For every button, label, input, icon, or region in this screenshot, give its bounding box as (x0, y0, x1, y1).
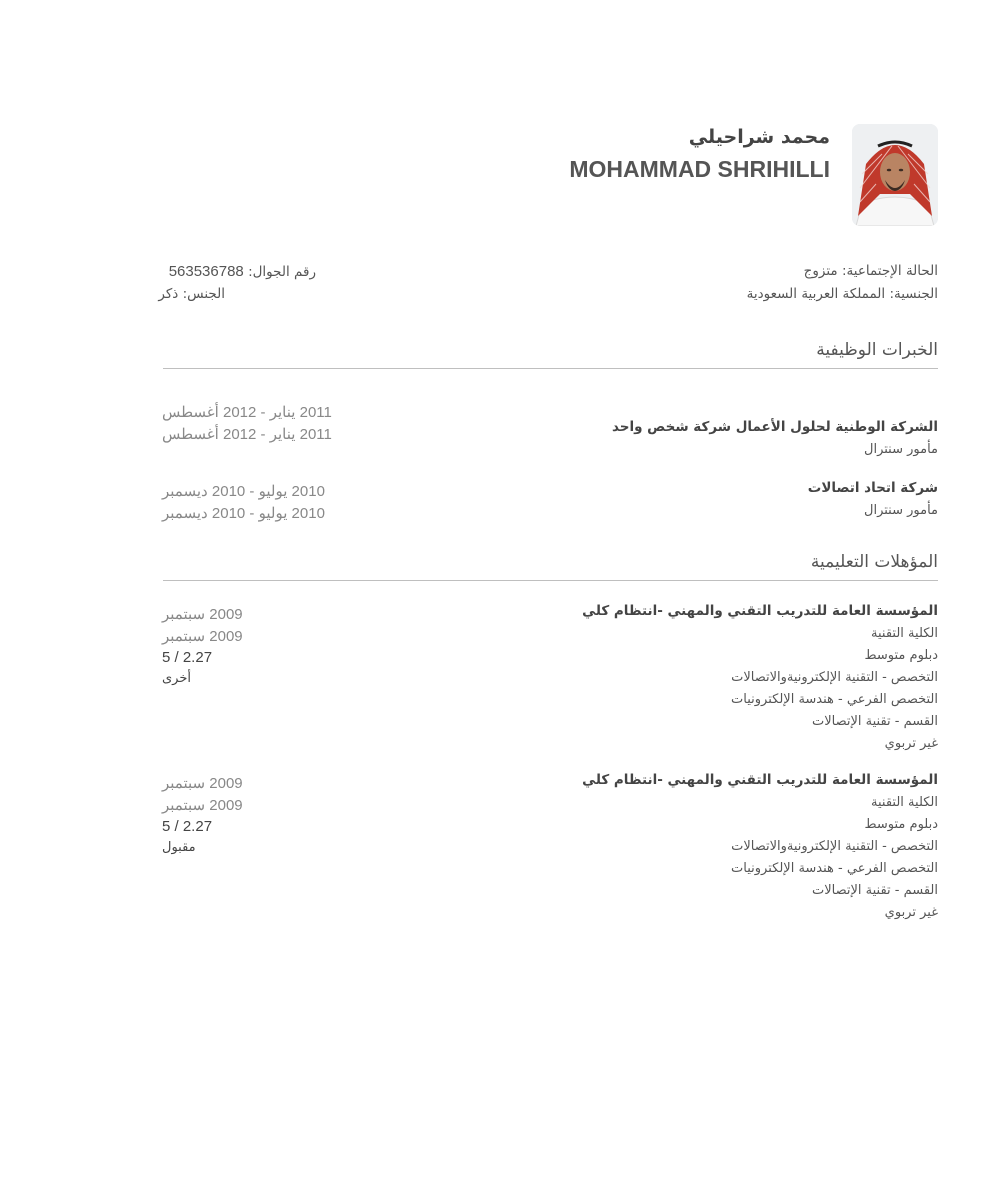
education-major: التخصص - التقنية الإلكترونيةوالاتصالات (731, 670, 938, 685)
education-sub-major: التخصص الفرعي - هندسة الإلكترونيات (731, 861, 938, 876)
education-date: 2009 سبتمبر (162, 628, 243, 645)
experience-date: 2010 يوليو - 2010 ديسمبر (162, 483, 325, 500)
nationality (747, 286, 938, 302)
name-arabic: محمد شراحيلي (688, 126, 830, 148)
education-grade: 5 / 2.27 (162, 649, 213, 666)
education-type: غير تربوي (884, 905, 938, 920)
education-degree: دبلوم متوسط (864, 648, 938, 663)
experience-date: 2010 يوليو - 2010 ديسمبر (162, 505, 325, 522)
name-english: MOHAMMAD SHRIHILLI (569, 156, 830, 182)
mobile-label: رقم الجوال: (248, 264, 316, 280)
education-divider (163, 580, 938, 581)
education-title: المؤهلات التعليمية (810, 552, 938, 572)
profile-photo (852, 124, 938, 226)
experience-divider (163, 368, 938, 369)
experience-date: 2011 يناير - 2012 أغسطس (162, 426, 332, 443)
education-college: الكلية التقنية (871, 626, 938, 641)
education-degree: دبلوم متوسط (864, 817, 938, 832)
education-rating: أخرى (162, 671, 191, 686)
mobile-value: 563536788 (168, 263, 244, 280)
experience-company: الشركة الوطنية لحلول الأعمال شركة شخص واحد (611, 419, 938, 435)
education-college: الكلية التقنية (871, 795, 938, 810)
experience-title: الخبرات الوظيفية (816, 340, 938, 360)
nationality-value: المملكة العربية السعودية (746, 286, 886, 302)
education-institution: المؤسسة العامة للتدريب التقني والمهني -انتظام كلي (582, 772, 938, 788)
nationality-label: الجنسية: (889, 286, 938, 302)
marital-status-value: متزوج (803, 263, 838, 279)
gender (158, 286, 225, 302)
experience-date: 2011 يناير - 2012 أغسطس (162, 404, 332, 421)
education-institution: المؤسسة العامة للتدريب التقني والمهني -انتظام كلي (582, 603, 938, 619)
education-date: 2009 سبتمبر (162, 606, 243, 623)
experience-position: مأمور سنترال (864, 442, 938, 457)
experience-company: شركة اتحاد اتصالات (807, 480, 938, 496)
education-type: غير تربوي (884, 736, 938, 751)
experience-position: مأمور سنترال (864, 503, 938, 518)
education-department: القسم - تقنية الإتصالات (811, 883, 938, 898)
mobile-number (169, 263, 316, 280)
gender-value: ذكر (158, 286, 179, 302)
marital-status (804, 263, 938, 279)
education-rating: مقبول (162, 840, 196, 855)
education-sub-major: التخصص الفرعي - هندسة الإلكترونيات (731, 692, 938, 707)
education-department: القسم - تقنية الإتصالات (811, 714, 938, 729)
education-date: 2009 سبتمبر (162, 797, 243, 814)
education-grade: 5 / 2.27 (162, 818, 213, 835)
education-major: التخصص - التقنية الإلكترونيةوالاتصالات (731, 839, 938, 854)
gender-label: الجنس: (182, 286, 225, 302)
person-avatar-icon (852, 124, 938, 226)
marital-status-label: الحالة الإجتماعية: (841, 263, 938, 279)
education-date: 2009 سبتمبر (162, 775, 243, 792)
